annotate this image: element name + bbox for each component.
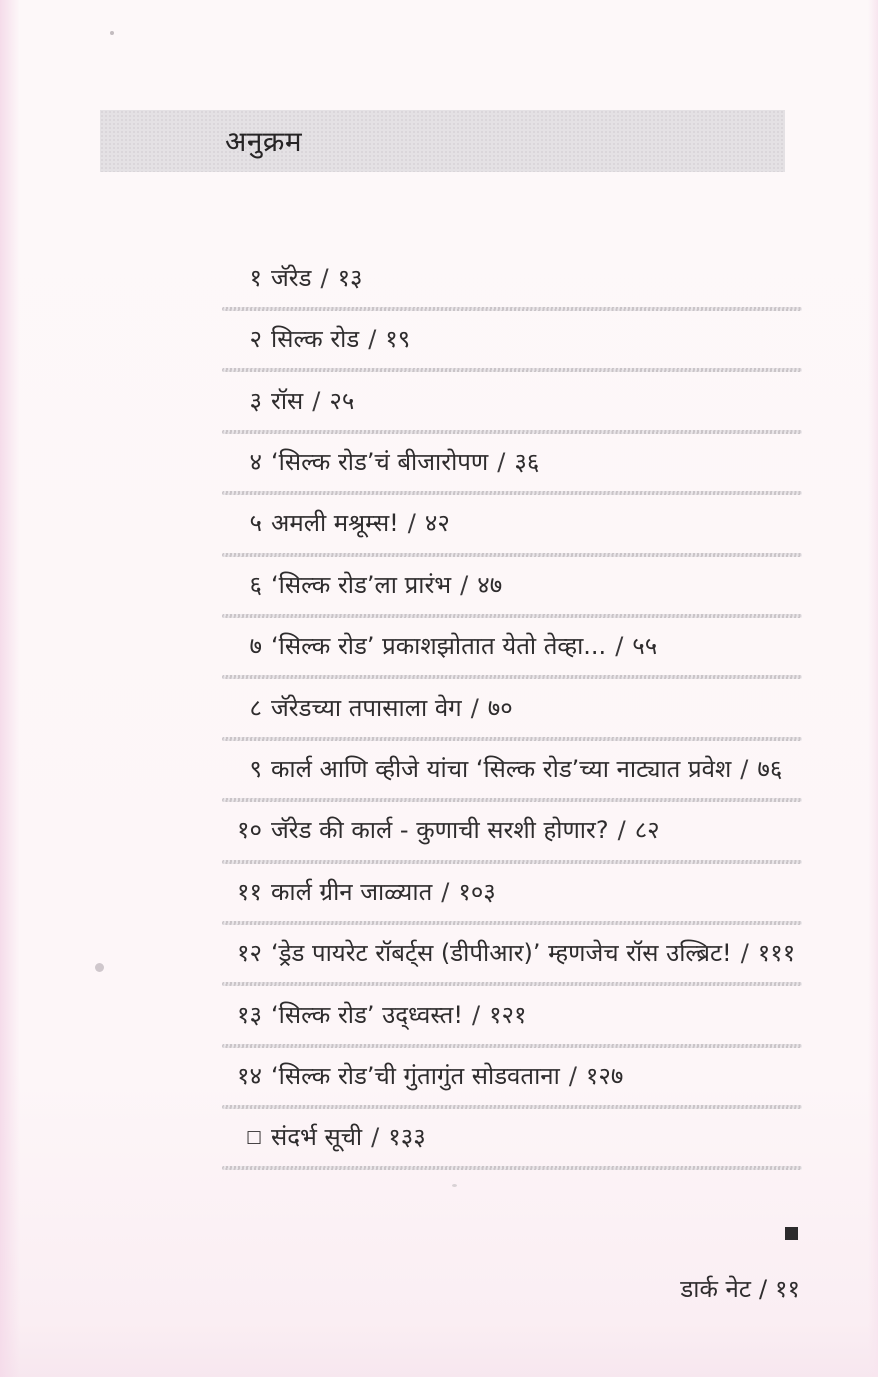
square-bullet: □: [245, 1126, 262, 1147]
chapter-page: ४७: [477, 570, 503, 599]
toc-entry: [222, 250, 802, 311]
chapter-title: कार्ल आणि व्हीजे यांचा ‘सिल्क रोड’च्या नाट्यात प्रवेश: [271, 755, 732, 784]
chapter-title: ‘ड्रेड पायरेट रॉबर्ट्स (डीपीआर)’ म्हणजेच रॉस उल्ब्रिट!: [271, 939, 732, 968]
chapter-page: १३: [337, 263, 363, 292]
toc-entry: [222, 311, 802, 372]
row-divider: [222, 1044, 802, 1048]
chapter-page: ५५: [632, 632, 658, 661]
chapter-page: ४२: [424, 509, 450, 538]
corner-square-marker: [785, 1227, 798, 1240]
chapter-title: ‘सिल्क रोड’ला प्रारंभ: [271, 570, 452, 599]
row-divider: [222, 737, 802, 741]
toc-row: [222, 250, 802, 307]
chapter-page: ७६: [757, 755, 783, 784]
row-divider: [222, 798, 802, 802]
scan-speck: [110, 31, 114, 35]
chapter-number: २: [249, 325, 262, 354]
page-footer: [680, 1272, 800, 1305]
toc-entry: [222, 496, 802, 557]
row-divider: [222, 368, 802, 372]
toc-entry: [222, 373, 802, 434]
toc-row: [222, 680, 802, 737]
slash-separator: /: [617, 816, 626, 845]
slash-separator: /: [371, 1123, 380, 1152]
chapter-number: ३: [249, 386, 262, 415]
chapter-page: ७०: [487, 693, 513, 722]
slash-separator: /: [460, 570, 469, 599]
chapter-title: ‘सिल्क रोड’ उद्ध्वस्त!: [271, 1000, 463, 1029]
page-title: अनुक्रम: [225, 125, 303, 158]
chapter-number: ७: [249, 632, 262, 661]
slash-separator: /: [471, 1000, 481, 1029]
chapter-number: ८: [249, 693, 262, 722]
contents-header-band: [100, 110, 785, 172]
slash-separator: /: [740, 939, 749, 968]
row-divider: [222, 614, 802, 618]
chapter-title: रॉस: [271, 386, 304, 415]
chapter-number: १३: [237, 1000, 262, 1029]
slash-separator: /: [740, 755, 749, 784]
toc-entry: [222, 1109, 802, 1170]
slash-separator: /: [615, 632, 624, 661]
chapter-title: जॅरेड: [271, 263, 312, 292]
chapter-title: ‘सिल्क रोड’ची गुंतागुंत सोडवताना: [271, 1061, 560, 1090]
toc-entry: [222, 987, 802, 1048]
toc-row: [222, 925, 802, 982]
chapter-title: ‘सिल्क रोड’ प्रकाशझोतात येतो तेव्हा...: [271, 632, 607, 661]
row-divider: [222, 675, 802, 679]
slash-separator: /: [497, 448, 506, 477]
toc-row: [222, 1109, 802, 1166]
chapter-page: ८२: [634, 816, 660, 845]
chapter-number: १०: [237, 816, 262, 845]
chapter-number: १: [249, 263, 262, 292]
toc-row: [222, 864, 802, 921]
chapter-page: १०३: [458, 877, 496, 906]
chapter-title: सिल्क रोड: [271, 325, 360, 354]
chapter-title: जॅरेड की कार्ल - कुणाची सरशी होणार?: [271, 816, 609, 845]
chapter-number: १२: [237, 939, 262, 968]
chapter-page: १९: [385, 325, 411, 354]
scan-edge-left: [0, 0, 20, 1377]
toc-row: [222, 803, 802, 860]
chapter-page: २५: [329, 386, 355, 415]
toc-entry: [222, 864, 802, 925]
toc-row: [222, 311, 802, 368]
row-divider: [222, 1105, 802, 1109]
slash-separator: /: [312, 386, 321, 415]
toc-entry: [222, 803, 802, 864]
scan-speck: [452, 1184, 457, 1187]
chapter-number: ६: [249, 570, 262, 599]
scan-edge-right: [868, 0, 878, 1377]
chapter-number: ९: [249, 755, 262, 784]
toc-entry: [222, 1048, 802, 1109]
chapter-title: संदर्भ सूची: [271, 1123, 363, 1152]
chapter-number: ११: [237, 877, 262, 906]
row-divider: [222, 430, 802, 434]
chapter-number: ४: [249, 448, 262, 477]
chapter-page: १११: [757, 939, 796, 968]
row-divider: [222, 982, 802, 986]
slash-separator: /: [470, 693, 479, 722]
toc-row: [222, 557, 802, 614]
row-divider: [222, 921, 802, 925]
toc-row: [222, 434, 802, 491]
chapter-page: १३३: [388, 1123, 426, 1152]
toc-entry: [222, 925, 802, 986]
table-of-contents: [222, 250, 802, 1171]
slash-separator: /: [320, 263, 329, 292]
chapter-page: १२१: [489, 1000, 527, 1029]
slash-separator: /: [368, 325, 377, 354]
chapter-title: ‘सिल्क रोड’चं बीजारोपण: [271, 448, 489, 477]
toc-row: [222, 618, 802, 675]
chapter-title: कार्ल ग्रीन जाळ्यात: [271, 877, 433, 906]
chapter-page: १२७: [585, 1061, 624, 1090]
toc-row: [222, 496, 802, 553]
toc-row: [222, 1048, 802, 1105]
row-divider: [222, 553, 802, 557]
row-divider: [222, 307, 802, 311]
book-title: डार्क नेट: [680, 1275, 751, 1303]
toc-entry: [222, 618, 802, 679]
row-divider: [222, 1166, 802, 1170]
row-divider: [222, 860, 802, 864]
toc-entry: [222, 557, 802, 618]
slash-separator: /: [568, 1061, 577, 1090]
slash-separator: /: [441, 877, 450, 906]
slash-separator: /: [758, 1275, 768, 1303]
toc-row: [222, 987, 802, 1044]
chapter-title: जॅरेडच्या तपासाला वेग: [271, 693, 462, 722]
toc-entry: [222, 741, 802, 802]
toc-entry: [222, 680, 802, 741]
chapter-number: ५: [249, 509, 262, 538]
slash-separator: /: [407, 509, 416, 538]
chapter-title: अमली मश्रूम्स!: [271, 509, 399, 538]
toc-row: [222, 373, 802, 430]
scan-speck: [95, 963, 104, 972]
toc-row: [222, 741, 802, 798]
folio-page-number: ११: [775, 1275, 800, 1303]
row-divider: [222, 491, 802, 495]
chapter-number: १४: [237, 1061, 262, 1090]
toc-entry: [222, 434, 802, 495]
chapter-page: ३६: [514, 448, 540, 477]
